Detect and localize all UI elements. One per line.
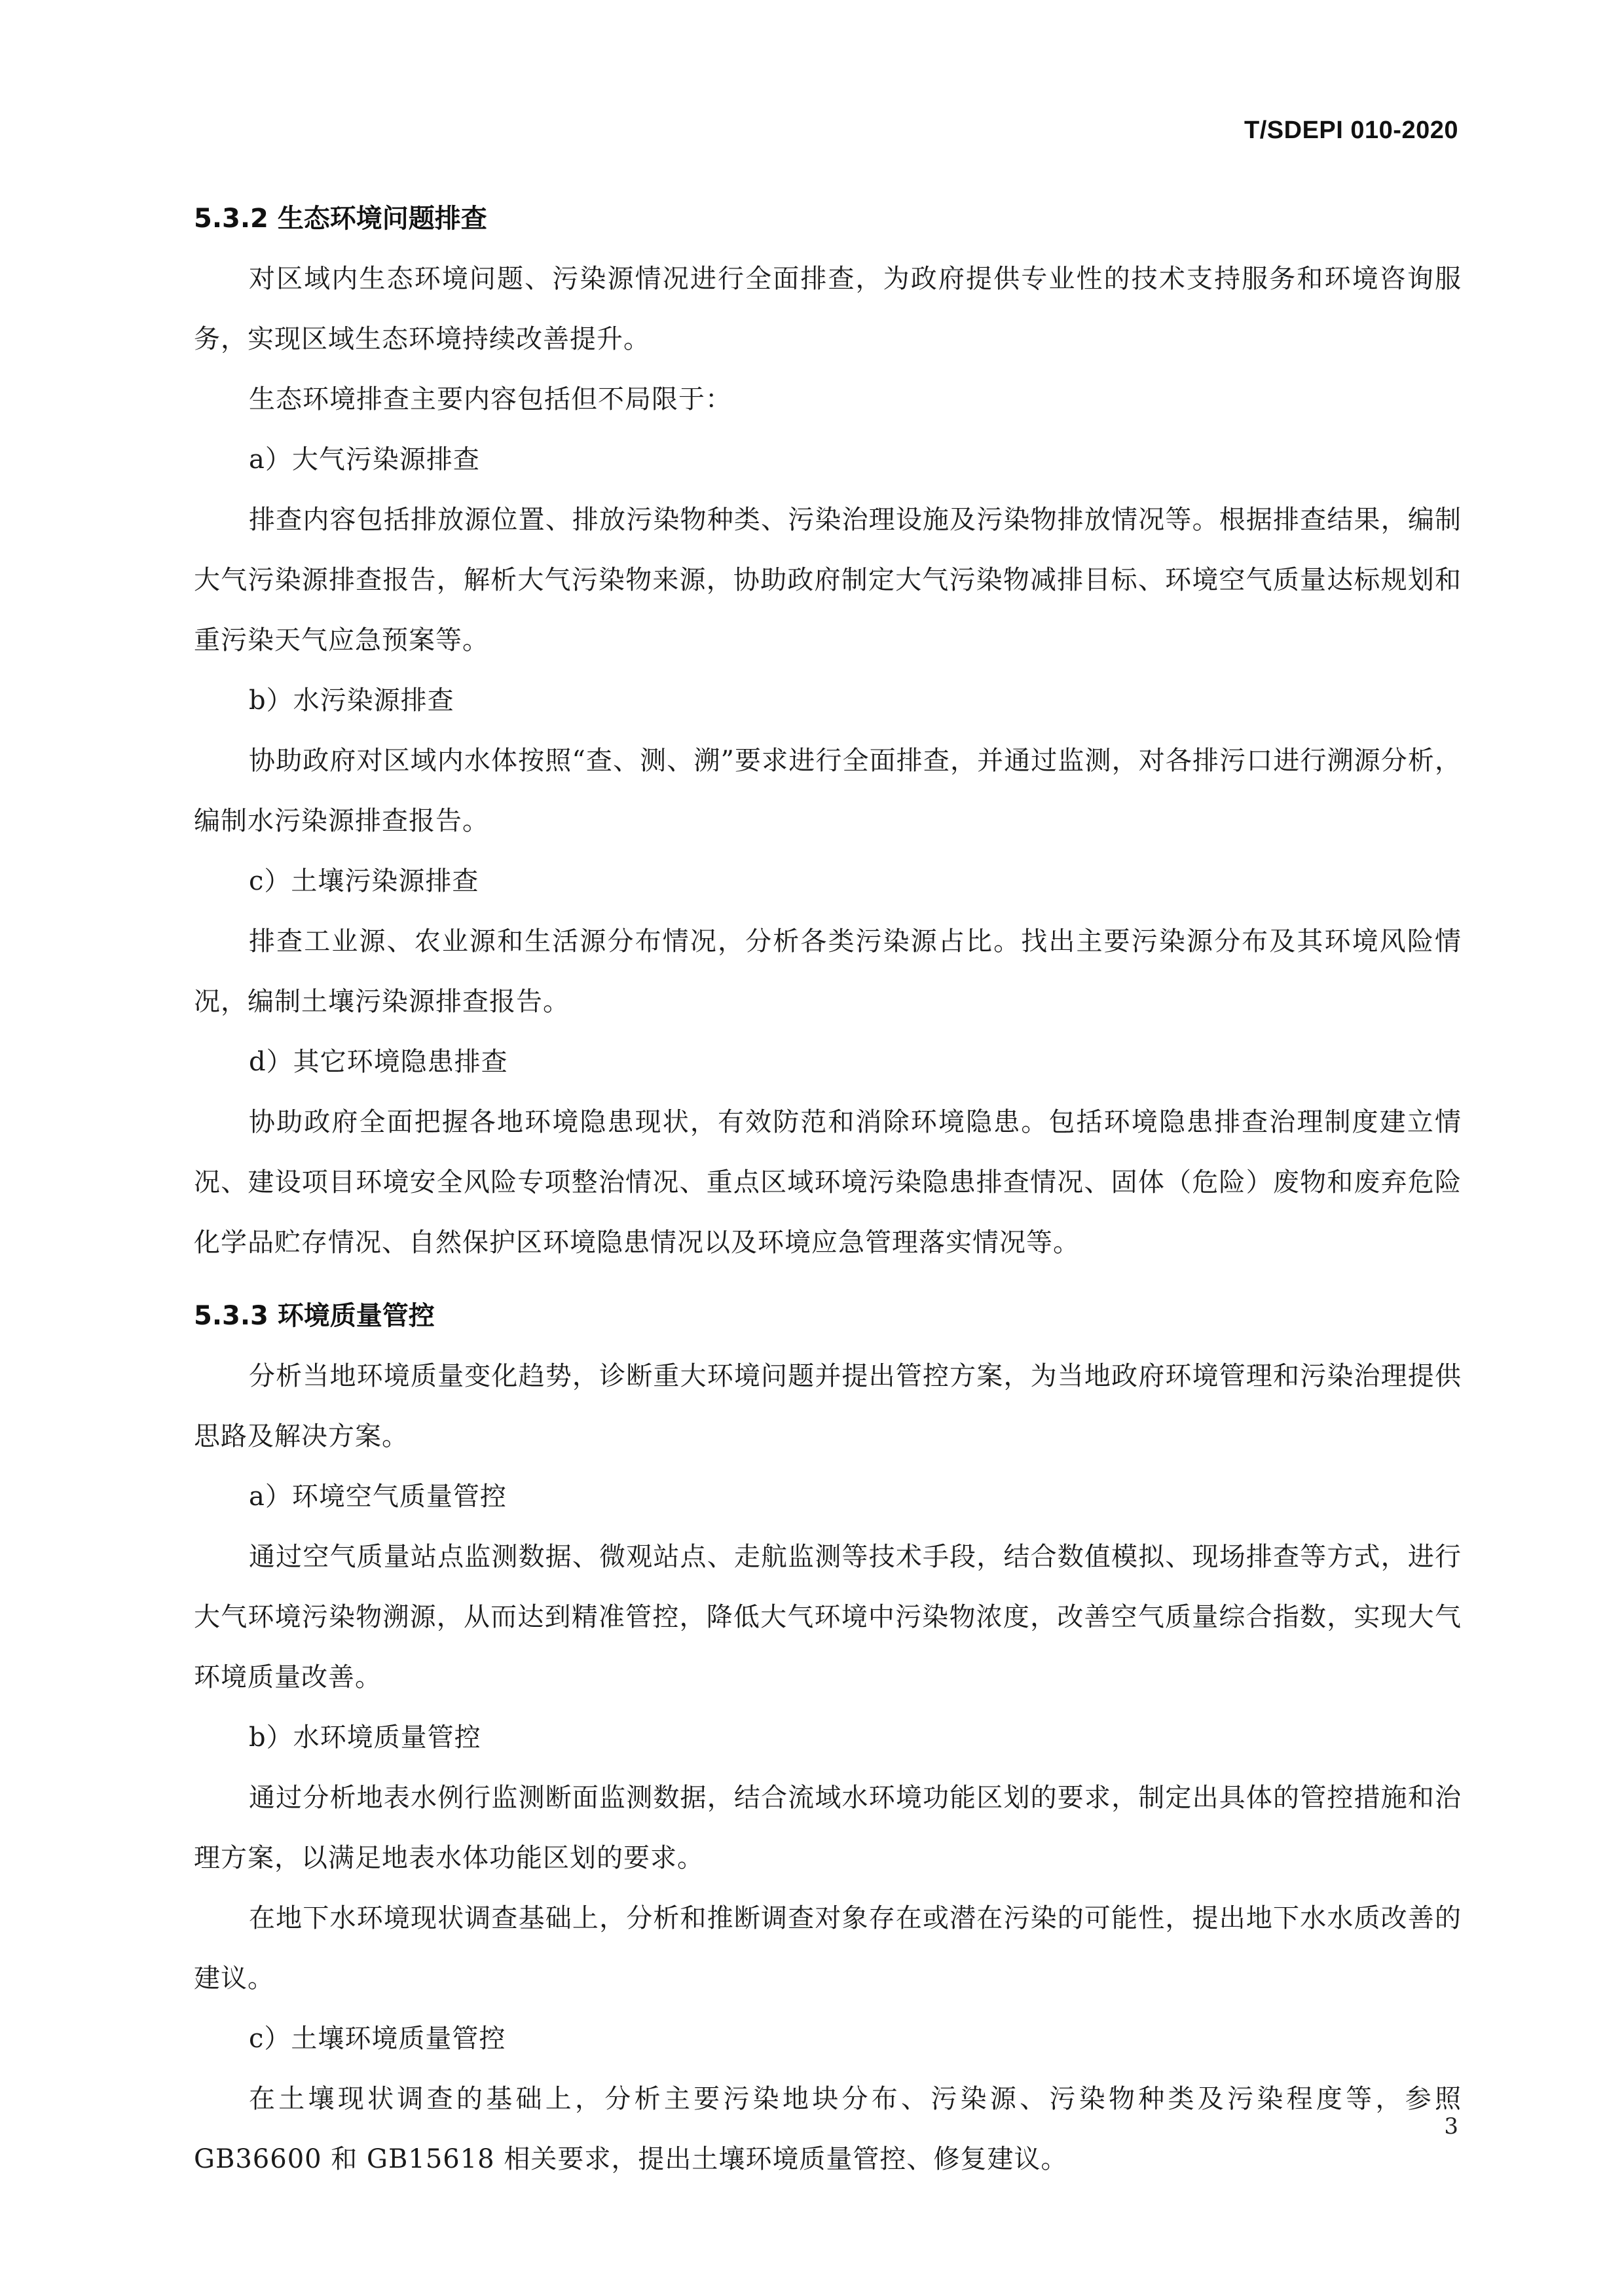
item-b-text: 协助政府对区域内水体按照“查、测、溯”要求进行全面排查，并通过监测，对各排污口进行溯源分析，编制水污染源排查报告。 (194, 746, 1462, 836)
water-quality-item-title: b）水环境质量管控 (249, 1722, 481, 1753)
air-quality-item-title: a）环境空气质量管控 (249, 1482, 507, 1512)
item-a-text: 排查内容包括排放源位置、排放污染物种类、污染治理设施及污染物排放情况等。根据排查结果，编制大气污染源排查报告，解析大气污染物来源，协助政府制定大气污染物减排目标、环境空气质量达标规划和重污染天气应急预案等。 (194, 505, 1462, 655)
document-code: T/SDEPI 010-2020 (1244, 117, 1458, 144)
page-number: 3 (1444, 2113, 1458, 2140)
air-quality-item-text: 通过空气质量站点监测数据、微观站点、走航监测等技术手段，结合数值模拟、现场排查等方式，进行大气环境污染物溯源，从而达到精准管控，降低大气环境中污染物浓度，改善空气质量综合指数，实现大气环境质量改善。 (194, 1542, 1462, 1692)
item-c-title: c）土壤污染源排查 (249, 866, 479, 896)
section-5-3-2-scope: 生态环境排查主要内容包括但不局限于： (249, 384, 732, 414)
section-heading-5-3-2: 5.3.2 生态环境问题排查 (194, 204, 487, 234)
section-5-3-2-intro: 对区域内生态环境问题、污染源情况进行全面排查，为政府提供专业性的技术支持服务和环境咨询服务，实现区域生态环境持续改善提升。 (194, 264, 1462, 354)
water-quality-item-text-1: 通过分析地表水例行监测断面监测数据，结合流域水环境功能区划的要求，制定出具体的管控措施和治理方案，以满足地表水体功能区划的要求。 (194, 1783, 1462, 1873)
section-5-3-3-intro: 分析当地环境质量变化趋势，诊断重大环境问题并提出管控方案，为当地政府环境管理和污染治理提供思路及解决方案。 (194, 1361, 1462, 1451)
document-body (194, 189, 1462, 2189)
water-quality-item-text-2: 在地下水环境现状调查基础上，分析和推断调查对象存在或潜在污染的可能性，提出地下水水质改善的建议。 (194, 1903, 1462, 1994)
item-d-title: d）其它环境隐患排查 (249, 1047, 508, 1077)
soil-quality-item-title: c）土壤环境质量管控 (249, 2024, 506, 2054)
item-d-text: 协助政府全面把握各地环境隐患现状，有效防范和消除环境隐患。包括环境隐患排查治理制度建立情况、建设项目环境安全风险专项整治情况、重点区域环境污染隐患排查情况、固体（危险）废物和废弃危险化学品贮存情况、自然保护区环境隐患情况以及环境应急管理落实情况等。 (194, 1107, 1462, 1258)
section-heading-5-3-3: 5.3.3 环境质量管控 (194, 1301, 435, 1331)
item-c-text: 排查工业源、农业源和生活源分布情况，分析各类污染源占比。找出主要污染源分布及其环境风险情况，编制土壤污染源排查报告。 (194, 926, 1462, 1017)
item-b-title: b）水污染源排查 (249, 685, 454, 716)
item-a-title: a）大气污染源排查 (249, 445, 480, 475)
soil-quality-item-text: 在土壤现状调查的基础上，分析主要污染地块分布、污染源、污染物种类及污染程度等，参照GB36600 和 GB15618 相关要求，提出土壤环境质量管控、修复建议。 (194, 2084, 1462, 2174)
